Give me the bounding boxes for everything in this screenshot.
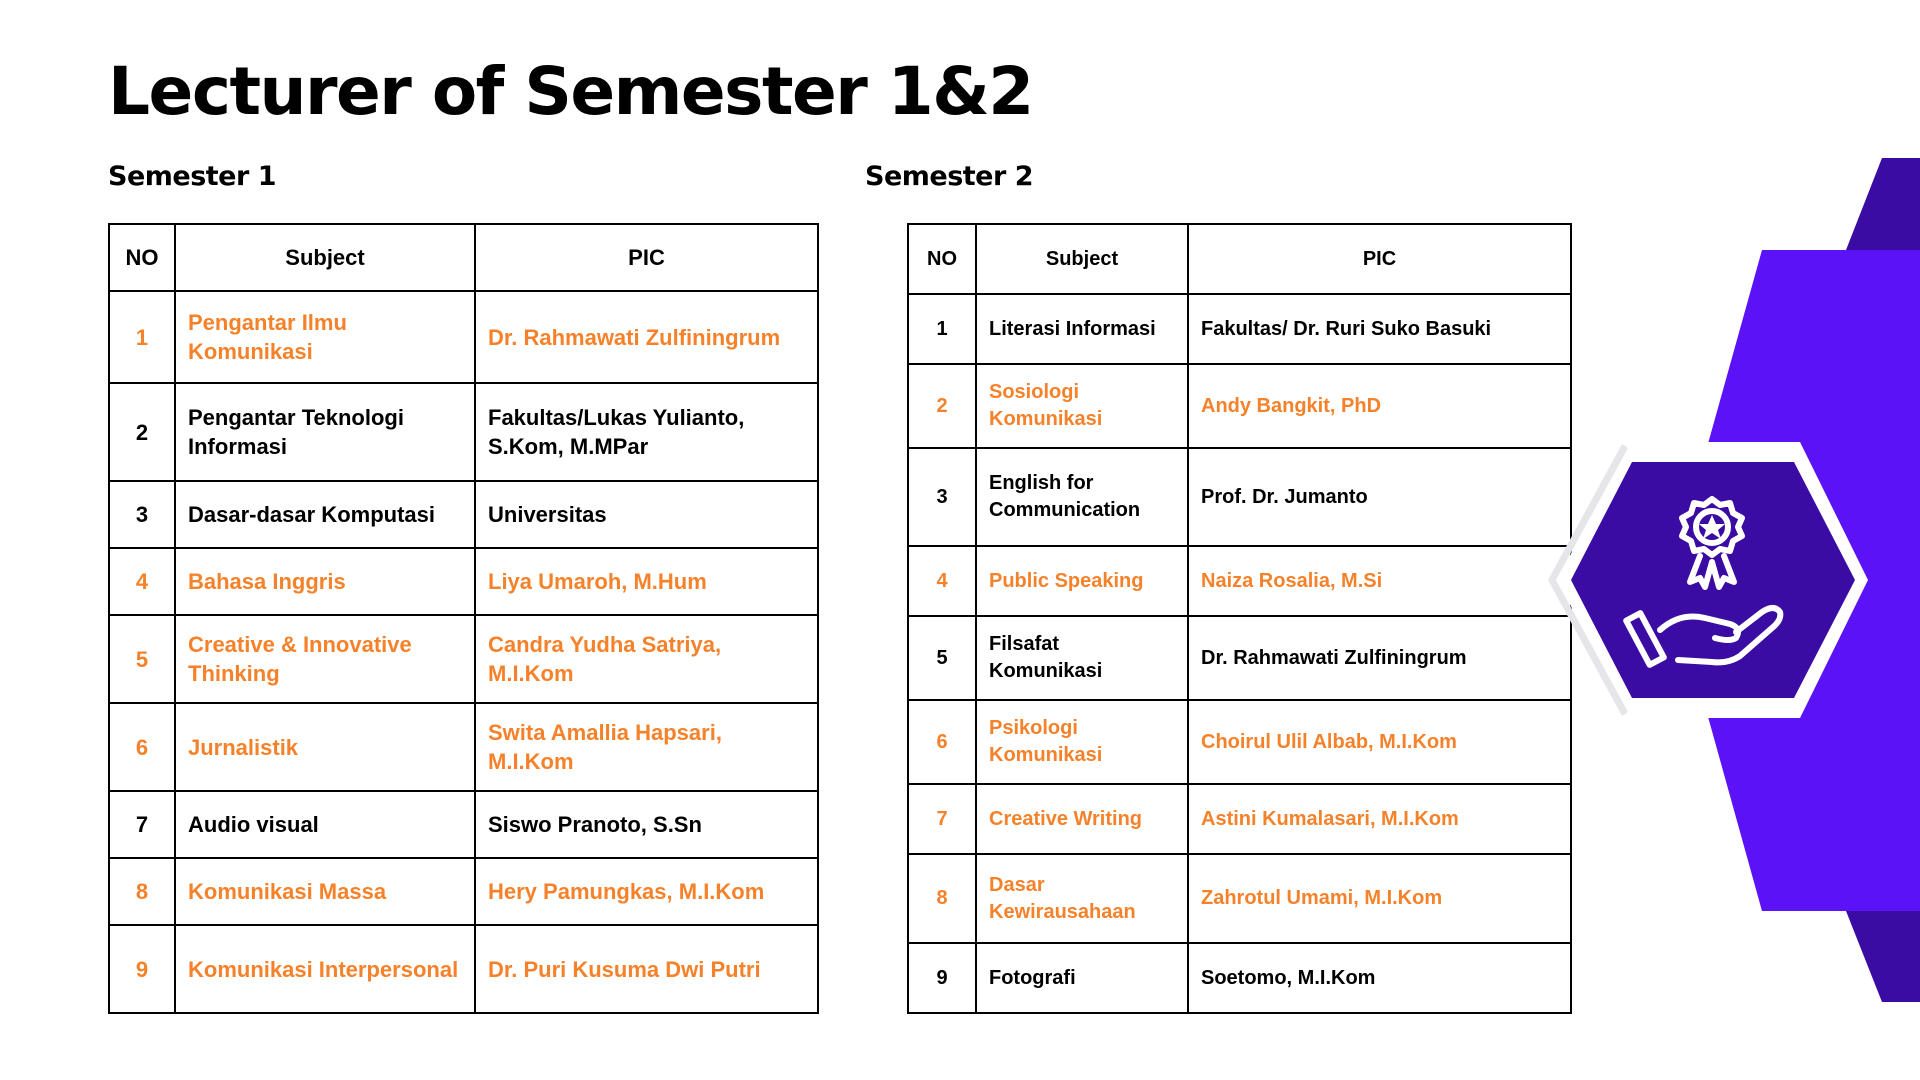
table-row	[109, 481, 818, 548]
table-row	[908, 616, 1571, 700]
pic-cell: Naiza Rosalia, M.Si	[1188, 546, 1571, 616]
table-row	[908, 294, 1571, 364]
subject-cell: Dasar Kewirausahaan	[976, 854, 1188, 943]
pic-cell: Swita Amallia Hapsari, M.I.Kom	[475, 703, 818, 791]
pic-cell: Fakultas/Lukas Yulianto, S.Kom, M.MPar	[475, 383, 818, 481]
column-header-pic: PIC	[1188, 224, 1571, 294]
table-row	[908, 784, 1571, 854]
subject-cell: Pengantar Ilmu Komunikasi	[175, 291, 475, 383]
table-row	[109, 925, 818, 1013]
column-header-subject: Subject	[175, 224, 475, 291]
table-row	[908, 700, 1571, 784]
subject-cell: Audio visual	[175, 791, 475, 858]
dark-purple-shape-top	[1846, 158, 1920, 250]
pic-cell: Liya Umaroh, M.Hum	[475, 548, 818, 615]
table-row	[109, 791, 818, 858]
column-header-no: NO	[109, 224, 175, 291]
table-row	[908, 943, 1571, 1013]
subject-cell: Filsafat Komunikasi	[976, 616, 1188, 700]
table-row	[109, 703, 818, 791]
subject-cell: Creative & Innovative Thinking	[175, 615, 475, 703]
table-header-row	[109, 224, 818, 291]
subject-cell: Pengantar Teknologi Informasi	[175, 383, 475, 481]
pic-cell: Hery Pamungkas, M.I.Kom	[475, 858, 818, 925]
table-row	[109, 615, 818, 703]
table-header-row	[908, 224, 1571, 294]
pic-cell: Soetomo, M.I.Kom	[1188, 943, 1571, 1013]
semester-1-table	[108, 223, 819, 1014]
row-number: 6	[109, 703, 175, 791]
column-header-subject: Subject	[976, 224, 1188, 294]
row-number: 7	[109, 791, 175, 858]
table-row	[109, 291, 818, 383]
row-number: 2	[908, 364, 976, 448]
pic-cell: Dr. Rahmawati Zulfiningrum	[475, 291, 818, 383]
table-row	[109, 858, 818, 925]
table-row	[908, 854, 1571, 943]
column-header-pic: PIC	[475, 224, 818, 291]
pic-cell: Fakultas/ Dr. Ruri Suko Basuki	[1188, 294, 1571, 364]
row-number: 5	[908, 616, 976, 700]
pic-cell: Universitas	[475, 481, 818, 548]
table-row	[908, 364, 1571, 448]
table-row	[908, 448, 1571, 546]
semester-1-heading: Semester 1	[108, 161, 276, 192]
subject-cell: Fotografi	[976, 943, 1188, 1013]
pic-cell: Andy Bangkit, PhD	[1188, 364, 1571, 448]
subject-cell: Literasi Informasi	[976, 294, 1188, 364]
row-number: 5	[109, 615, 175, 703]
pic-cell: Choirul Ulil Albab, M.I.Kom	[1188, 700, 1571, 784]
subject-cell: Creative Writing	[976, 784, 1188, 854]
row-number: 9	[908, 943, 976, 1013]
subject-cell: Public Speaking	[976, 546, 1188, 616]
pic-cell: Dr. Puri Kusuma Dwi Putri	[475, 925, 818, 1013]
pic-cell: Dr. Rahmawati Zulfiningrum	[1188, 616, 1571, 700]
pic-cell: Siswo Pranoto, S.Sn	[475, 791, 818, 858]
row-number: 4	[908, 546, 976, 616]
row-number: 3	[109, 481, 175, 548]
subject-cell: Jurnalistik	[175, 703, 475, 791]
row-number: 7	[908, 784, 976, 854]
subject-cell: Sosiologi Komunikasi	[976, 364, 1188, 448]
row-number: 8	[908, 854, 976, 943]
decorative-hexagon-graphic	[1540, 150, 1920, 1010]
pic-cell: Astini Kumalasari, M.I.Kom	[1188, 784, 1571, 854]
column-header-no: NO	[908, 224, 976, 294]
row-number: 4	[109, 548, 175, 615]
table-row	[109, 548, 818, 615]
table-row	[109, 383, 818, 481]
dark-purple-shape-bottom	[1846, 911, 1920, 1002]
row-number: 1	[109, 291, 175, 383]
row-number: 9	[109, 925, 175, 1013]
row-number: 3	[908, 448, 976, 546]
row-number: 8	[109, 858, 175, 925]
pic-cell: Zahrotul Umami, M.I.Kom	[1188, 854, 1571, 943]
semester-2-table	[907, 223, 1572, 1014]
row-number: 6	[908, 700, 976, 784]
subject-cell: English for Communication	[976, 448, 1188, 546]
row-number: 2	[109, 383, 175, 481]
semester-2-heading: Semester 2	[865, 161, 1033, 192]
pic-cell: Candra Yudha Satriya, M.I.Kom	[475, 615, 818, 703]
pic-cell: Prof. Dr. Jumanto	[1188, 448, 1571, 546]
table-row	[908, 546, 1571, 616]
subject-cell: Psikologi Komunikasi	[976, 700, 1188, 784]
row-number: 1	[908, 294, 976, 364]
subject-cell: Dasar-dasar Komputasi	[175, 481, 475, 548]
subject-cell: Bahasa Inggris	[175, 548, 475, 615]
page-title: Lecturer of Semester 1&2	[108, 53, 1033, 130]
subject-cell: Komunikasi Interpersonal	[175, 925, 475, 1013]
subject-cell: Komunikasi Massa	[175, 858, 475, 925]
